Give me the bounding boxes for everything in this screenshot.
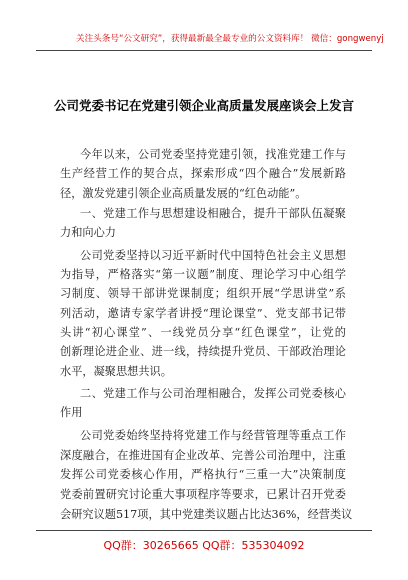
footer-qq-groups: QQ群：30265665 QQ群：535304092: [103, 539, 305, 552]
document-title: 公司党委书记在党建引领企业高质量发展座谈会上发言: [53, 98, 354, 113]
text-line-7: 为指导，严格落实“第一议题”制度、理论学习中心组学: [60, 268, 346, 281]
text-line-17: 发挥公司党委核心作用，严格执行“三重一大”决策制度: [60, 468, 346, 481]
text-line-2: 生产经营工作的契合点，探索形成“四个融合”发展新路: [60, 167, 346, 180]
text-line-18: 党委前置研究讨论重大事项程序等要求，已累计召开党委: [60, 488, 346, 501]
text-line-15: 公司党委始终坚持将党建工作与经营管理等重点工作: [80, 429, 346, 442]
section-heading-2-line-2: 作用: [60, 406, 83, 419]
text-line-1: 今年以来，公司党委坚持党建引领，找准党建工作与: [80, 148, 346, 161]
text-line-9: 列活动，邀请专家学者讲授“理论课堂”、党支部书记带: [60, 307, 346, 320]
page-footer: [36, 530, 372, 553]
section-heading-1-line-1: 一、党建工作与思想建设相融合，提升干部队伍凝聚: [80, 207, 346, 220]
page-header: [36, 20, 384, 51]
section-heading-1-line-2: 力和向心力: [60, 226, 116, 239]
text-line-3: 径，激发党建引领企业高质量发展的“红色动能”。: [60, 187, 307, 200]
section-heading-2-line-1: 二、党建工作与公司治理相融合，发挥公司党委核心: [80, 387, 346, 400]
text-line-10: 头讲“初心课堂”、一线党员分享“红色课堂”，让党的: [60, 326, 346, 339]
text-line-6: 公司党委坚持以习近平新时代中国特色社会主义思想: [80, 249, 346, 262]
text-line-12: 水平，凝聚思想共识。: [60, 365, 172, 378]
text-line-11: 创新理论进企业、进一线，持续提升党员、干部政治理论: [60, 345, 346, 358]
text-line-16: 深度融合，在推进国有企业改革、完善公司治理中，注重: [60, 449, 346, 462]
text-line-19: 会研究议题517项，其中党建类议题占比达36%，经营类议: [60, 508, 353, 521]
text-line-8: 习制度、领导干部讲党课制度；组织开展“学思讲堂”系: [60, 287, 346, 300]
header-promo-text: 关注头条号“公文研究”，获得最新最全最专业的公文资料库！ 微信：gongwenyj: [76, 34, 384, 44]
